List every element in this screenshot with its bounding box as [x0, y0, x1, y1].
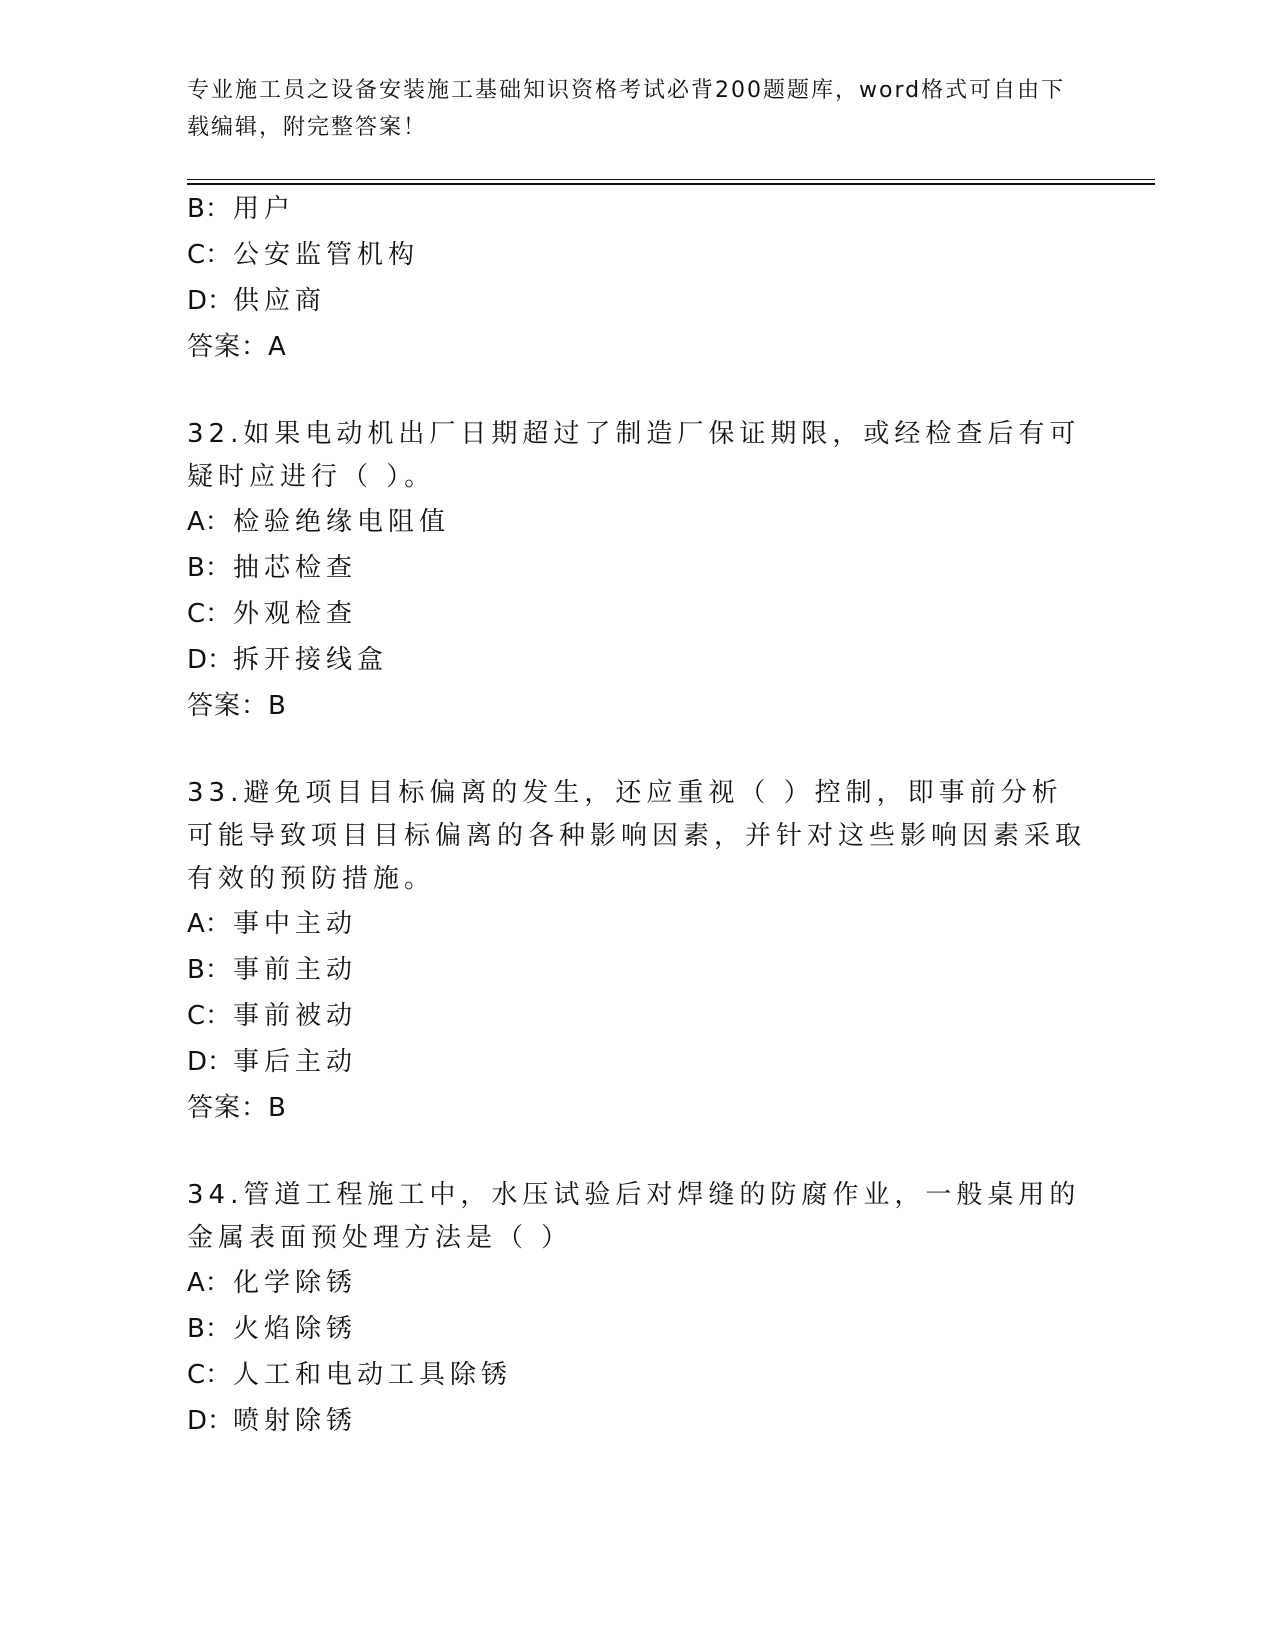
option-a [187, 901, 1087, 947]
answer-line: 答案：B [187, 1093, 287, 1123]
header-rule-thin [187, 179, 1155, 180]
option-d [187, 1039, 1087, 1085]
question-text: 32.如果电动机出厂日期超过了制造厂保证期限，或经检查后有可疑时应进行（ ）。 [187, 419, 1081, 492]
option-text: 拆开接线盒 [233, 645, 389, 675]
question-32 [187, 413, 1087, 729]
option-b [187, 186, 1087, 232]
option-text: 事后主动 [233, 1047, 358, 1077]
option-b [187, 545, 1087, 591]
option-text: 人工和电动工具除锈 [233, 1360, 513, 1390]
document-header: 专业施工员之设备安装施工基础知识资格考试必背200题题库，word格式可自由下载编辑，附完整答案！ [187, 78, 1066, 140]
option-text: 抽芯检查 [233, 553, 358, 583]
option-text: 喷射除锈 [233, 1406, 358, 1436]
header-rule-thick [187, 183, 1155, 185]
question-34 [187, 1174, 1087, 1444]
option-text: 火焰除锈 [233, 1314, 358, 1344]
option-letter: B： [187, 553, 231, 583]
option-letter: B： [187, 194, 231, 224]
option-letter: C： [187, 1001, 232, 1031]
option-letter: C： [187, 1360, 232, 1390]
answer-line: 答案：A [187, 332, 287, 362]
option-d [187, 637, 1087, 683]
option-letter: C： [187, 599, 232, 629]
answer-line: 答案：B [187, 691, 287, 721]
option-b [187, 947, 1087, 993]
option-letter: D： [187, 645, 234, 675]
option-c [187, 591, 1087, 637]
option-letter: C： [187, 240, 232, 270]
option-letter: D： [187, 286, 234, 316]
option-a [187, 499, 1087, 545]
option-text: 供应商 [233, 286, 327, 316]
option-text: 化学除锈 [233, 1268, 358, 1298]
question-33 [187, 772, 1087, 1131]
option-text: 事中主动 [233, 909, 358, 939]
option-letter: B： [187, 1314, 231, 1344]
question-list [187, 186, 1087, 1444]
option-letter: B： [187, 955, 231, 985]
option-c [187, 232, 1087, 278]
option-letter: A： [187, 909, 231, 939]
question-text: 34.管道工程施工中，水压试验后对焊缝的防腐作业，一般桌用的金属表面预处理方法是（ ） [187, 1180, 1081, 1253]
option-d [187, 278, 1087, 324]
option-b [187, 1306, 1087, 1352]
option-letter: D： [187, 1406, 234, 1436]
option-letter: A： [187, 1268, 231, 1298]
option-letter: A： [187, 507, 231, 537]
option-c [187, 993, 1087, 1039]
question-31-tail [187, 186, 1087, 370]
question-text: 33.避免项目目标偏离的发生，还应重视（ ）控制，即事前分析可能导致项目目标偏离的各种影响因素，并针对这些影响因素采取有效的预防措施。 [187, 778, 1087, 894]
option-text: 事前主动 [233, 955, 358, 985]
option-a [187, 1260, 1087, 1306]
option-text: 外观检查 [233, 599, 358, 629]
option-text: 用户 [233, 194, 296, 224]
option-c [187, 1352, 1087, 1398]
option-text: 检验绝缘电阻值 [233, 507, 451, 537]
option-letter: D： [187, 1047, 234, 1077]
option-text: 事前被动 [233, 1001, 358, 1031]
option-text: 公安监管机构 [233, 240, 420, 270]
option-d [187, 1398, 1087, 1444]
